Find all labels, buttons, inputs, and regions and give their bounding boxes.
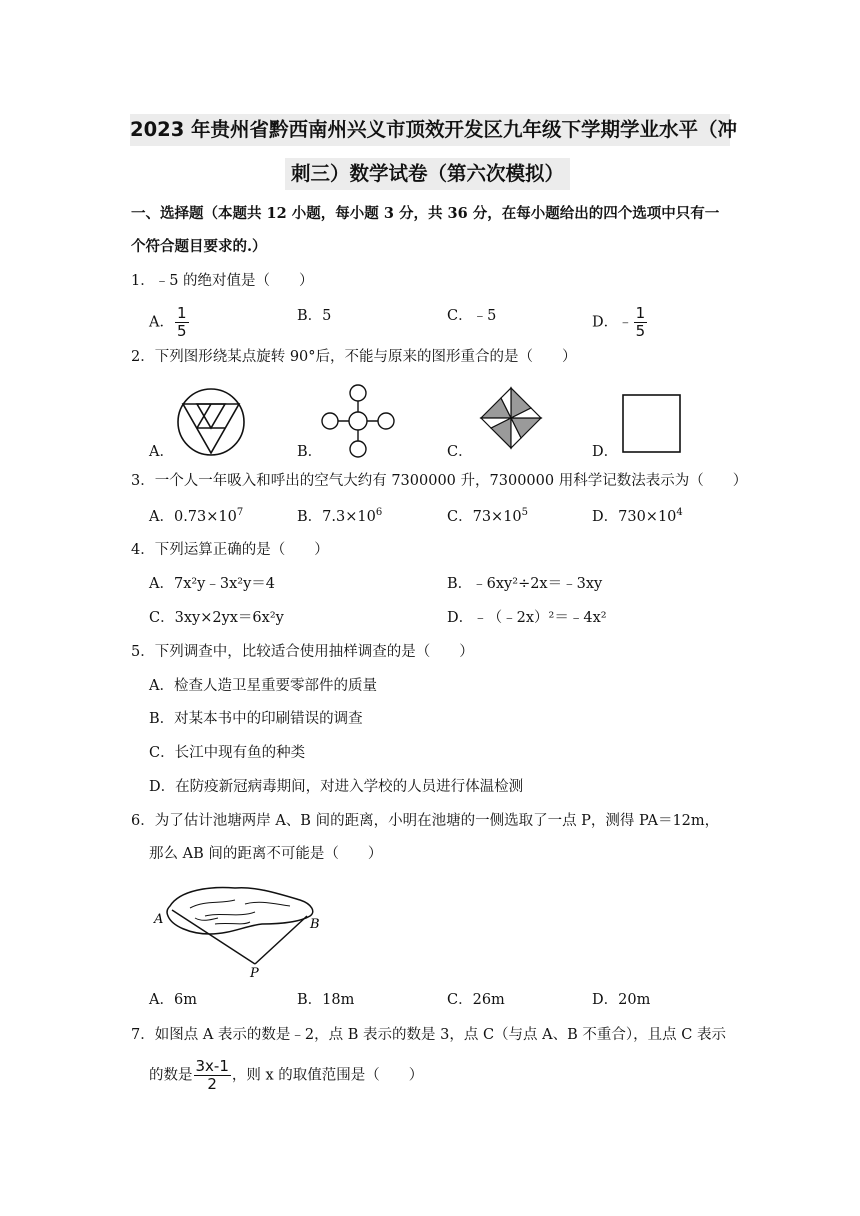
q2-option-d: D． xyxy=(592,444,619,460)
pinwheel-figure xyxy=(476,383,546,453)
exam-title-line2: 刺三）数学试卷（第六次模拟） xyxy=(285,158,570,190)
point-b-label: B xyxy=(310,917,320,932)
q3-option-b xyxy=(297,506,382,528)
q2-stem: 2．下列图形绕某点旋转 90°后，不能与原来的图形重合的是（ ） xyxy=(131,349,577,365)
q1-stem: 1．﹣5 的绝对值是（ ） xyxy=(131,273,314,289)
q6-option-a: A．6m xyxy=(149,992,197,1008)
square-figure xyxy=(622,394,682,454)
q1-option-a-label: A． xyxy=(149,314,174,331)
q4-option-a: A．7x²y﹣3x²y＝4 xyxy=(149,576,276,592)
q2-option-b: B． xyxy=(297,444,323,460)
q1-d-denominator: 5 xyxy=(635,322,646,340)
exam-title-line1: 2023 年贵州省黔西南州兴义市顶效开发区九年级下学期学业水平（冲 xyxy=(130,114,730,146)
q5-option-a: A．检查人造卫星重要零部件的质量 xyxy=(149,678,377,694)
q3-a-exponent: 7 xyxy=(236,507,244,518)
point-p-label: P xyxy=(250,966,259,981)
q5-stem: 5．下列调查中，比较适合使用抽样调查的是（ ） xyxy=(131,644,474,660)
q7-fraction xyxy=(194,1058,231,1093)
q4-option-c: C．3xy×2yx＝6x²y xyxy=(149,610,284,626)
q1-a-denominator: 5 xyxy=(176,322,187,340)
q3-b-exponent: 6 xyxy=(375,507,383,518)
q3-c-exponent: 5 xyxy=(521,507,529,518)
pond-figure xyxy=(150,878,330,981)
q2-option-a: A． xyxy=(149,444,174,460)
q3-option-a xyxy=(149,506,243,528)
q6-stem-line2: 那么 AB 间的距离不可能是（ ） xyxy=(149,846,383,862)
q6-stem-line1: 6．为了估计池塘两岸 A、B 间的距离，小明在池塘的一侧选取了一点 P，测得 PA＝12m， xyxy=(131,813,720,829)
q3-d-exponent: 4 xyxy=(676,507,683,518)
q2-option-c: C． xyxy=(447,444,473,460)
section-heading-line1: 一、选择题（本题共 12 小题，每小题 3 分，共 36 分，在每小题给出的四个选项中只有一 xyxy=(131,205,720,222)
q1-option-b: B．5 xyxy=(297,308,332,324)
q3-stem: 3．一个人一年吸入和呼出的空气大约有 7300000 升，7300000 用科学记数法表示为（ ） xyxy=(131,473,748,489)
q1-option-a-fraction xyxy=(175,305,189,340)
q3-d-base: D．730×10 xyxy=(592,509,677,525)
q1-option-a xyxy=(149,305,190,340)
q6-option-d: D．20m xyxy=(592,992,651,1008)
q7-stem-suffix: ，则 x 的取值范围是（ ） xyxy=(231,1067,424,1084)
q1-option-c: C．﹣5 xyxy=(447,308,497,324)
q3-b-base: B．7.3×10 xyxy=(297,509,376,525)
q1-a-numerator: 1 xyxy=(176,304,187,322)
q1-option-d-fraction xyxy=(634,305,648,340)
q7-numerator: 3x-1 xyxy=(195,1057,229,1075)
q1-option-d-label: D． xyxy=(592,314,619,331)
q1-d-numerator: 1 xyxy=(635,304,646,322)
q7-stem-line2 xyxy=(149,1058,423,1093)
q6-option-c: C．26m xyxy=(447,992,505,1008)
q4-option-b: B．﹣6xy²÷2x＝﹣3xy xyxy=(447,576,603,592)
q7-denominator: 2 xyxy=(207,1075,217,1093)
q7-stem-line1: 7．如图点 A 表示的数是﹣2，点 B 表示的数是 3，点 C（与点 A、B 不重合），且点 C 表示 xyxy=(131,1027,726,1043)
circle-triangle-figure xyxy=(176,387,246,457)
circles-cross-figure xyxy=(320,383,396,459)
q3-a-base: A．0.73×10 xyxy=(149,509,237,525)
q1-option-d-sign: ﹣ xyxy=(618,314,633,331)
q7-stem-prefix: 的数是 xyxy=(149,1067,193,1084)
q5-option-d: D．在防疫新冠病毒期间，对进入学校的人员进行体温检测 xyxy=(149,779,524,795)
q5-option-c: C．长江中现有鱼的种类 xyxy=(149,745,306,761)
q3-option-d xyxy=(592,506,683,528)
q4-option-d: D．﹣（﹣2x）²＝﹣4x² xyxy=(447,610,607,626)
q6-option-b: B．18m xyxy=(297,992,355,1008)
q1-option-d xyxy=(592,305,648,340)
q4-stem: 4．下列运算正确的是（ ） xyxy=(131,542,329,558)
q3-c-base: C．73×10 xyxy=(447,509,522,525)
section-heading-line2: 个符合题目要求的.） xyxy=(131,238,267,255)
q3-option-c xyxy=(447,506,528,528)
point-a-label: A xyxy=(154,912,164,927)
q5-option-b: B．对某本书中的印刷错误的调查 xyxy=(149,711,363,727)
